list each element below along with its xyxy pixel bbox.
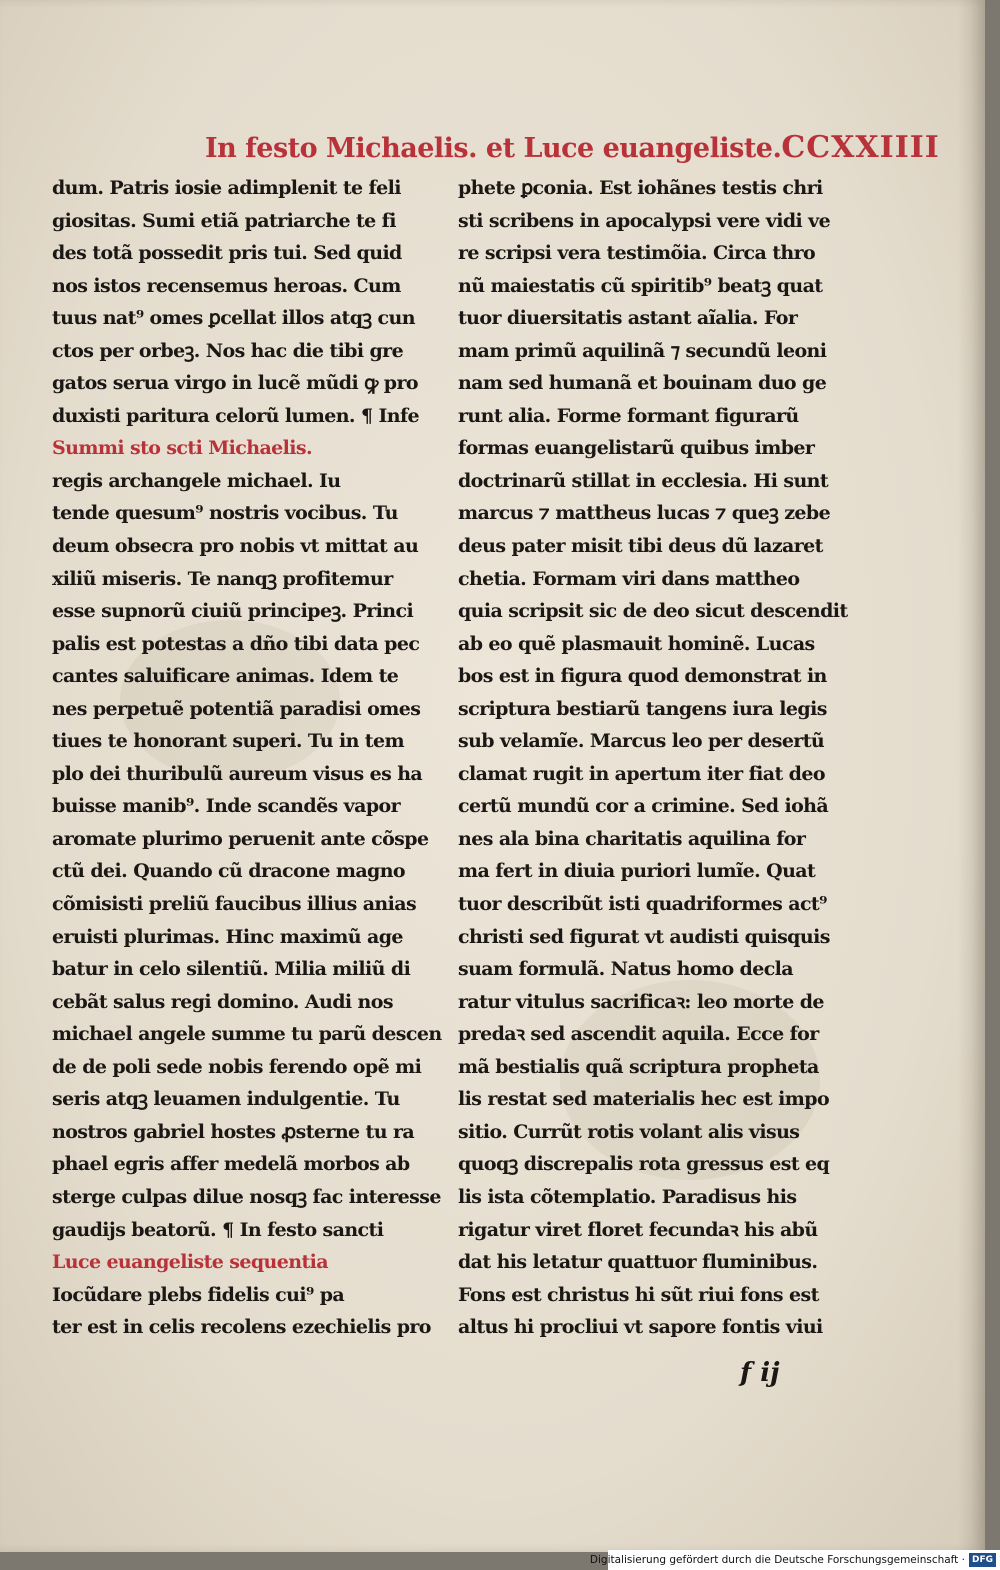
right-column-line: ma fert in diuia puriori lumĩe. Quat (458, 860, 816, 883)
right-column-line: mã bestialis quã scriptura propheta (458, 1055, 819, 1078)
left-column-line: sterge culpas dilue nosqꝫ fac interesse (52, 1185, 441, 1208)
right-column-line: christi sed figurat vt audisti quisquis (458, 925, 830, 948)
right-column-line: formas euangelistarũ quibus imber (458, 437, 815, 460)
left-column-line: ter est in celis recolens ezechielis pro (52, 1316, 431, 1339)
left-column-line: xiliũ miseris. Te nanqꝫ profitemur (52, 567, 393, 590)
running-header (205, 130, 940, 170)
right-column-line: nũ maiestatis cũ spiritib⁹ beatꝫ quat (458, 274, 823, 297)
left-column-line: ctos per orbeꝫ. Nos hac die tibi gre (52, 339, 404, 362)
right-column-line: altus hi procliui vt sapore fontis viui (458, 1316, 823, 1339)
right-column-line: bos est in figura quod demonstrat in (458, 665, 827, 688)
credit-text: Digitalisierung gefördert durch die Deutsche Forschungsgemeinschaft · (589, 1554, 965, 1566)
left-column-line: Summi sto scti Michaelis. (52, 437, 312, 460)
left-column-line: nos istos recensemus heroas. Cum (52, 274, 401, 297)
left-column-line: michael angele summe tu parũ descen (52, 1023, 442, 1046)
left-column-line: aromate plurimo peruenit ante cõspe (52, 827, 429, 850)
left-column-line: tende quesum⁹ nostris vocibus. Tu (52, 502, 398, 525)
left-column-line: deum obsecra pro nobis vt mittat au (52, 535, 419, 558)
left-column-line: Iocũdare plebs fidelis cui⁹ pa (52, 1283, 345, 1306)
right-column-line: Fons est christus hi sũt riui fons est (458, 1283, 819, 1306)
right-column-line: sub velamĩe. Marcus leo per desertũ (458, 730, 825, 753)
right-column-line: quoqꝫ discrepalis rota gressus est eq (458, 1153, 830, 1176)
left-column-line: nes perpetuẽ potentiã paradisi omes (52, 697, 421, 720)
right-column-line: rigatur viret floret fecundaꝛ his abũ (458, 1218, 818, 1241)
right-column-line: certũ mundũ cor a crimine. Sed iohã (458, 795, 829, 818)
left-column-line: esse supnorũ ciuiũ principeꝫ. Princi (52, 600, 414, 623)
left-column-line: des totã possedit pris tui. Sed quid (52, 242, 402, 265)
folio-number: CCXXIIII (781, 130, 940, 165)
right-column-line: sitio. Currũt rotis volant alis visus (458, 1120, 800, 1143)
digitization-credit (589, 1550, 1000, 1570)
left-column-line: de de poli sede nobis ferendo opẽ mi (52, 1055, 422, 1078)
left-column-line: tiues te honorant superi. Tu in tem (52, 730, 404, 753)
right-column-line: re scripsi vera testimõia. Circa thro (458, 242, 816, 265)
text-column-right (458, 172, 848, 1344)
right-column-line: nes ala bina charitatis aquilina for (458, 827, 806, 850)
page-edge-shadow (958, 0, 985, 1552)
left-column-line: cõmisisti preliũ faucibus illius anias (52, 893, 417, 916)
right-column-line: runt alia. Forme formant figurarũ (458, 404, 799, 427)
right-column-line: ab eo quẽ plasmauit hominẽ. Lucas (458, 632, 815, 655)
dfg-logo: DFG (969, 1553, 996, 1567)
right-column-line: lis ista cõtemplatio. Paradisus his (458, 1185, 797, 1208)
left-column-line: cantes saluificare animas. Idem te (52, 665, 399, 688)
left-column-line: batur in celo silentiũ. Milia miliũ di (52, 958, 411, 981)
left-column-line: gaudijs beatorũ. ¶ In festo sancti (52, 1218, 384, 1241)
right-column-line: lis restat sed materialis hec est impo (458, 1088, 830, 1111)
right-column-line: suam formulã. Natus homo decla (458, 958, 794, 981)
right-column-line: sti scribens in apocalypsi vere vidi ve (458, 209, 831, 232)
left-column-line: cebãt salus regi domino. Audi nos (52, 990, 393, 1013)
right-column-line: chetia. Formam viri dans mattheo (458, 567, 800, 590)
left-column-line: tuus nat⁹ omes ꝑcellat illos atqꝫ cun (52, 307, 415, 330)
left-column-line: eruisti plurimas. Hinc maximũ age (52, 925, 403, 948)
left-column-line: plo dei thuribulũ aureum visus es ha (52, 762, 423, 785)
left-column-line: dum. Patris iosie adimplenit te feli (52, 177, 401, 199)
right-column-line: tuor diuersitatis astant aĩalia. For (458, 307, 798, 330)
left-column-line: nostros gabriel hostes ꝓsterne tu ra (52, 1120, 415, 1143)
left-column-line: ctũ dei. Quando cũ dracone magno (52, 860, 406, 883)
right-column-line: mam primũ aquilinã ⁊ secundũ leoni (458, 339, 827, 362)
left-column-line: gatos serua virgo in lucẽ mũdi ꝙ pro (52, 372, 418, 395)
left-column-line: giositas. Sumi etiã patriarche te fi (52, 209, 396, 232)
right-column-line: nam sed humanã et bouinam duo ge (458, 372, 827, 395)
signature-mark: f ij (740, 1358, 780, 1388)
right-column-line: tuor describũt isti quadriformes act⁹ (458, 893, 827, 916)
left-column-line: seris atqꝫ leuamen indulgentie. Tu (52, 1088, 400, 1111)
right-column-line: clamat rugit in apertum iter fiat deo (458, 762, 825, 785)
right-column-line: ratur vitulus sacrificaꝛ: leo morte de (458, 990, 824, 1013)
left-column-line: duxisti paritura celorũ lumen. ¶ Infe (52, 404, 420, 427)
right-column-line: dat his letatur quattuor fluminibus. (458, 1251, 818, 1274)
right-column-line: quia scripsit sic de deo sicut descendit (458, 600, 848, 623)
running-title: In festo Michaelis. et Luce euangeliste. (205, 133, 782, 164)
left-column-line: buisse manib⁹. Inde scandẽs vapor (52, 795, 400, 818)
left-column-line: regis archangele michael. Iu (52, 469, 341, 492)
right-column-line: scriptura bestiarũ tangens iura legis (458, 697, 827, 720)
left-column-line: Luce euangeliste sequentia (52, 1251, 328, 1274)
right-column-line: predaꝛ sed ascendit aquila. Ecce for (458, 1023, 819, 1046)
left-column-line: phael egris affer medelã morbos ab (52, 1153, 410, 1176)
left-column-line: palis est potestas a dño tibi data pec (52, 632, 420, 655)
right-column-line: doctrinarũ stillat in ecclesia. Hi sunt (458, 469, 829, 492)
right-column-line: deus pater misit tibi deus dũ lazaret (458, 535, 823, 558)
right-column-line: marcus ⁊ mattheus lucas ⁊ queꝫ zebe (458, 502, 831, 525)
text-column-left (52, 172, 442, 1344)
right-column-line: phete ꝑconia. Est iohãnes testis chri (458, 177, 823, 199)
